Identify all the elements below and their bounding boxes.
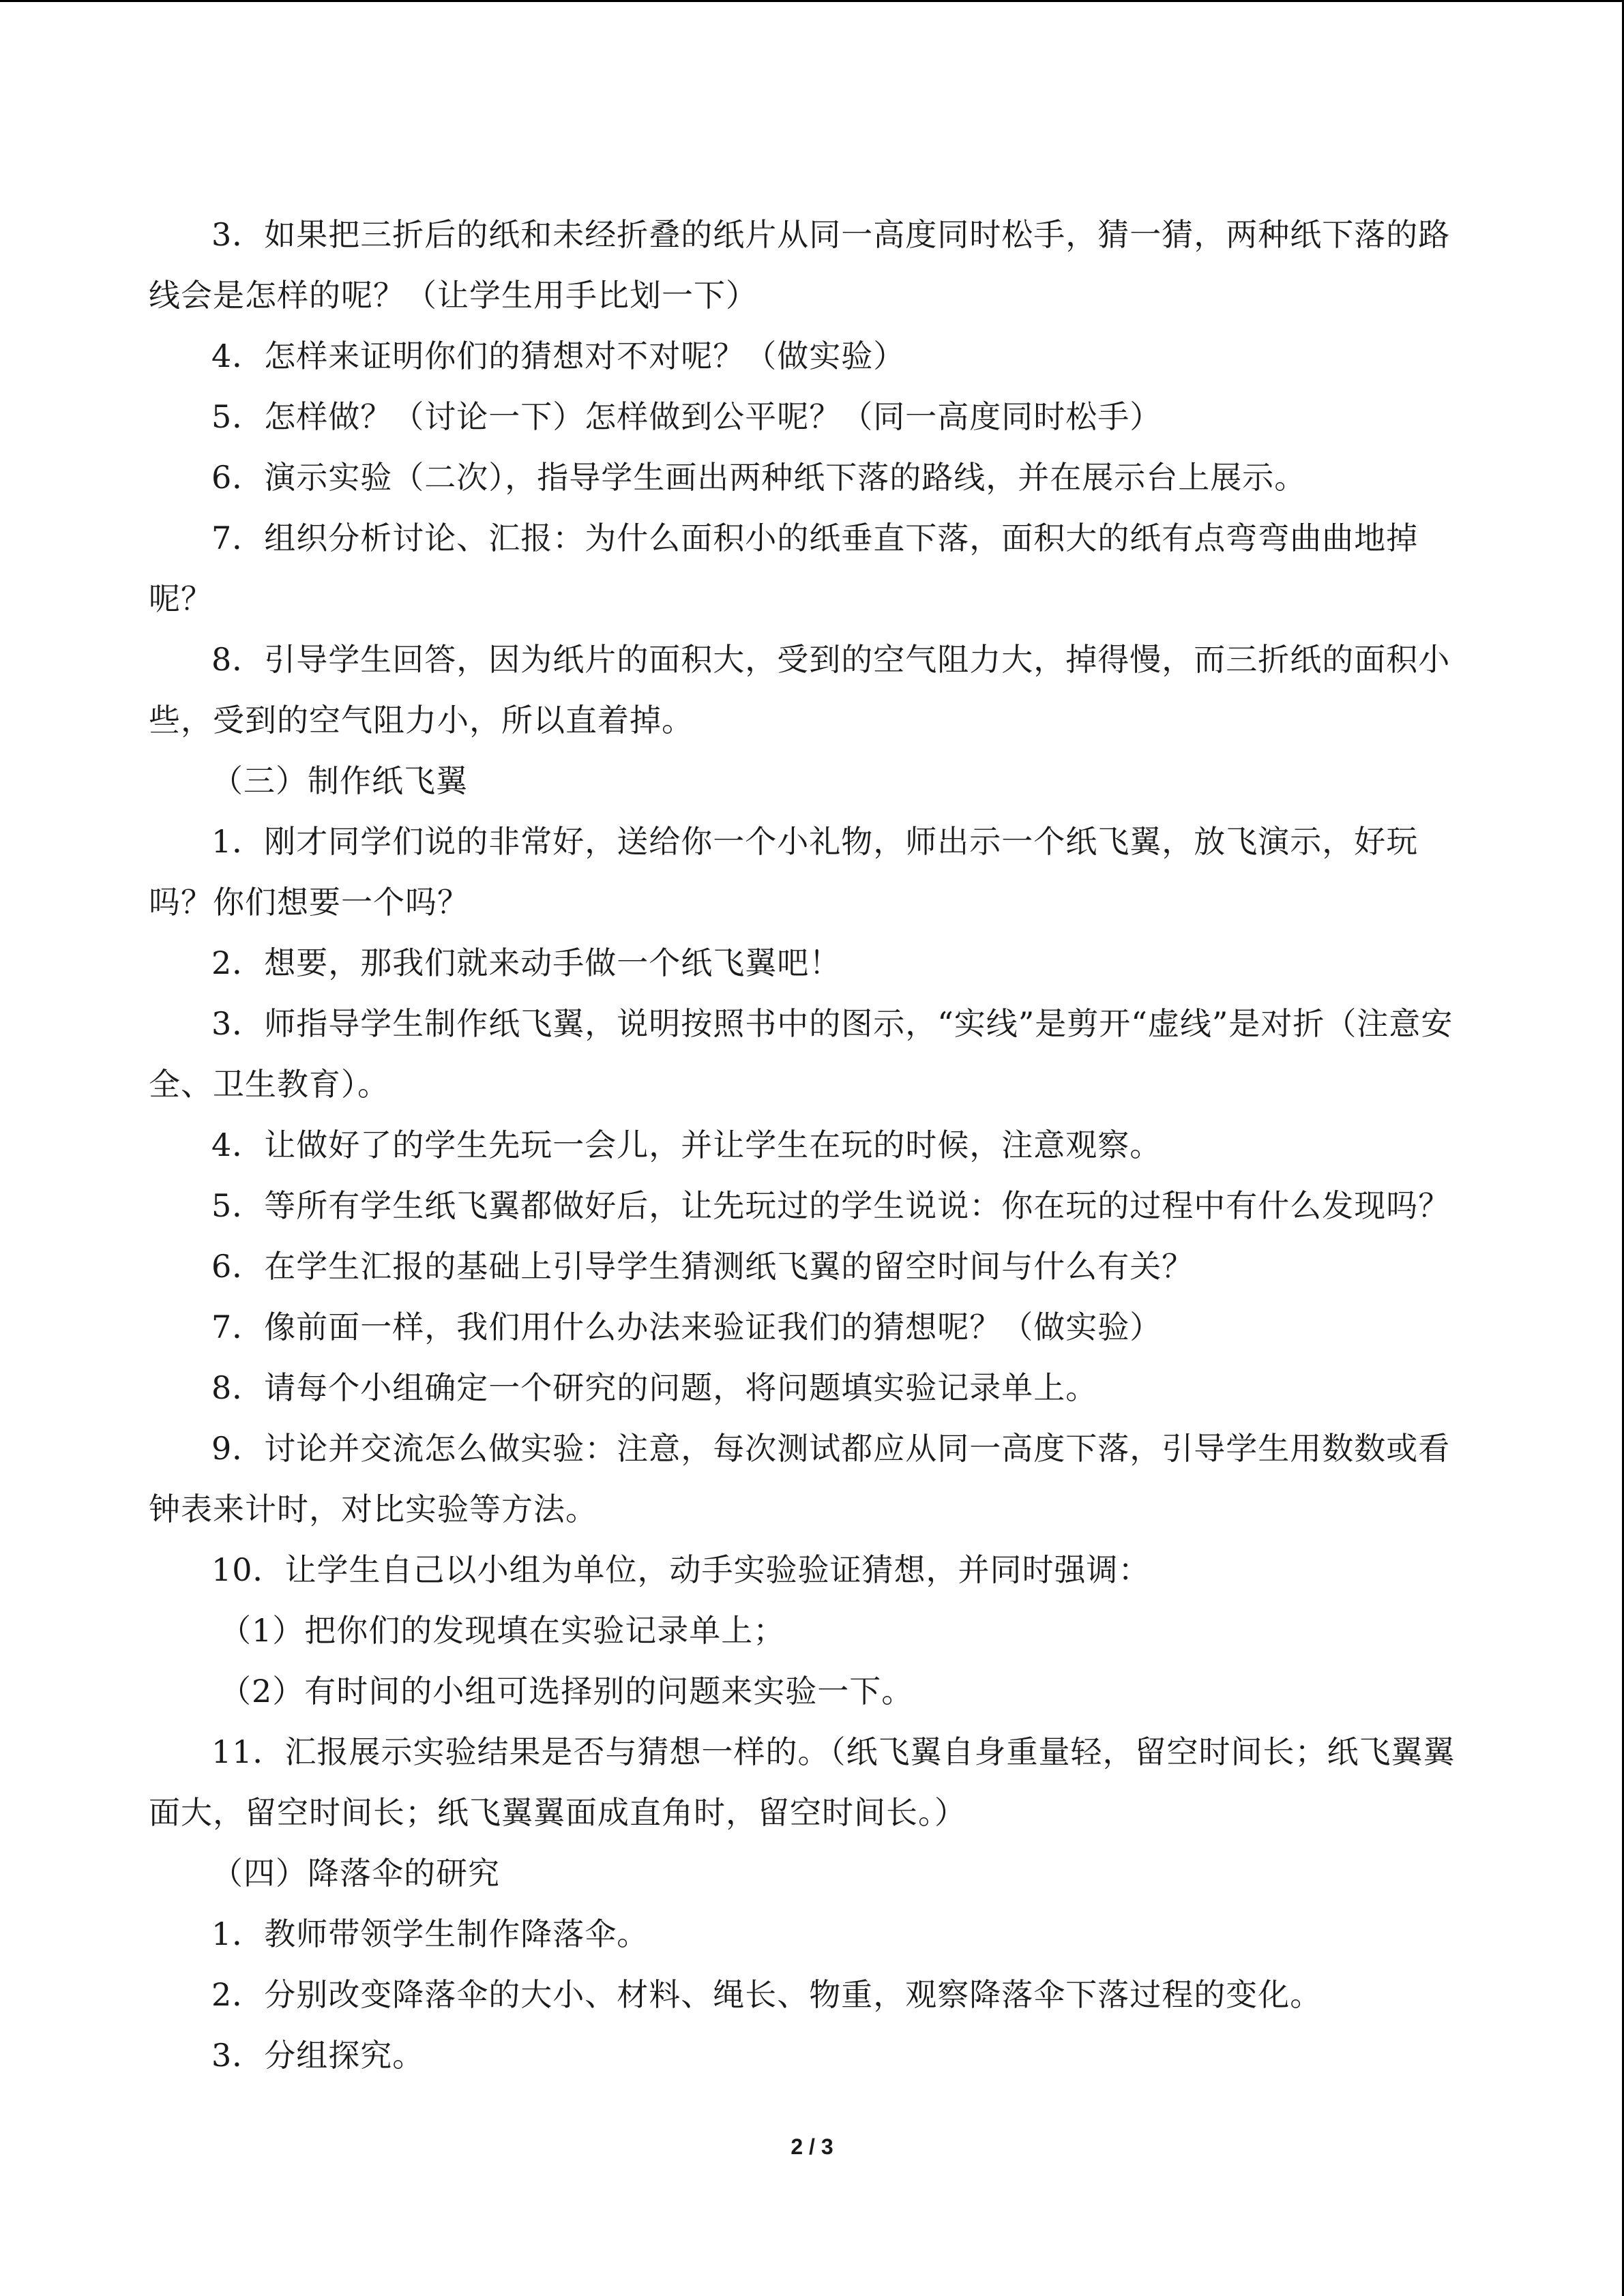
paragraph: 1．刚才同学们说的非常好，送给你一个小礼物，师出示一个纸飞翼，放飞演示，好玩吗？你们想要一个吗？	[149, 823, 1419, 921]
paragraph: 8．请每个小组确定一个研究的问题，将问题填实验记录单上。	[211, 1369, 1098, 1406]
section-heading: （三）制作纸飞翼	[211, 762, 468, 799]
paragraph: 2．分别改变降落伞的大小、材料、绳长、物重，观察降落伞下落过程的变化。	[211, 1976, 1323, 2013]
paragraph: 6．在学生汇报的基础上引导学生猜测纸飞翼的留空时间与什么有关？	[211, 1248, 1194, 1285]
paragraph: 9．讨论并交流怎么做实验：注意，每次测试都应从同一高度下落，引导学生用数数或看钟表来计时，对比实验等方法。	[149, 1430, 1451, 1527]
paragraph: 3．分组探究。	[211, 2037, 425, 2074]
paragraph: 6．演示实验（二次），指导学生画出两种纸下落的路线，并在展示台上展示。	[211, 459, 1307, 496]
section-heading: （四）降落伞的研究	[211, 1855, 500, 1892]
page-top-border	[0, 0, 1624, 2]
paragraph: 7．组织分析讨论、汇报：为什么面积小的纸垂直下落，面积大的纸有点弯弯曲曲地掉呢？	[149, 520, 1419, 617]
paragraph: 10．让学生自己以小组为单位，动手实验验证猜想，并同时强调：	[211, 1551, 1151, 1588]
page-number: 2 / 3	[791, 2134, 833, 2159]
paragraph: 5．等所有学生纸飞翼都做好后，让先玩过的学生说说：你在玩的过程中有什么发现吗？	[211, 1187, 1451, 1224]
document-body	[149, 205, 1475, 2086]
paragraph: 8．引导学生回答，因为纸片的面积大，受到的空气阻力大，掉得慢，而三折纸的面积小些，受到的空气阻力小，所以直着掉。	[149, 641, 1451, 739]
paragraph: 4．怎样来证明你们的猜想对不对呢？（做实验）	[211, 338, 906, 374]
paragraph: 11．汇报展示实验结果是否与猜想一样的。（纸飞翼自身重量轻，留空时间长；纸飞翼翼面大，留空时间长；纸飞翼翼面成直角时，留空时间长。）	[149, 1733, 1456, 1831]
paragraph: 3．师指导学生制作纸飞翼，说明按照书中的图示，“实线”是剪开“虚线”是对折（注意安全、卫生教育）。	[149, 1005, 1453, 1103]
paragraph: 2．想要，那我们就来动手做一个纸飞翼吧！	[211, 944, 842, 981]
paragraph: 3．如果把三折后的纸和未经折叠的纸片从同一高度同时松手，猜一猜，两种纸下落的路线会是怎样的呢？（让学生用手比划一下）	[149, 216, 1451, 314]
sub-item: （2）有时间的小组可选择别的问题来实验一下。	[220, 1673, 914, 1710]
paragraph: 1．教师带领学生制作降落伞。	[211, 1915, 649, 1952]
paragraph: 4．让做好了的学生先玩一会儿，并让学生在玩的时候，注意观察。	[211, 1127, 1162, 1163]
paragraph: 7．像前面一样，我们用什么办法来验证我们的猜想呢？（做实验）	[211, 1309, 1162, 1345]
paragraph: 5．怎样做？（讨论一下）怎样做到公平呢？（同一高度同时松手）	[211, 398, 1162, 435]
sub-item: （1）把你们的发现填在实验记录单上；	[220, 1612, 786, 1649]
